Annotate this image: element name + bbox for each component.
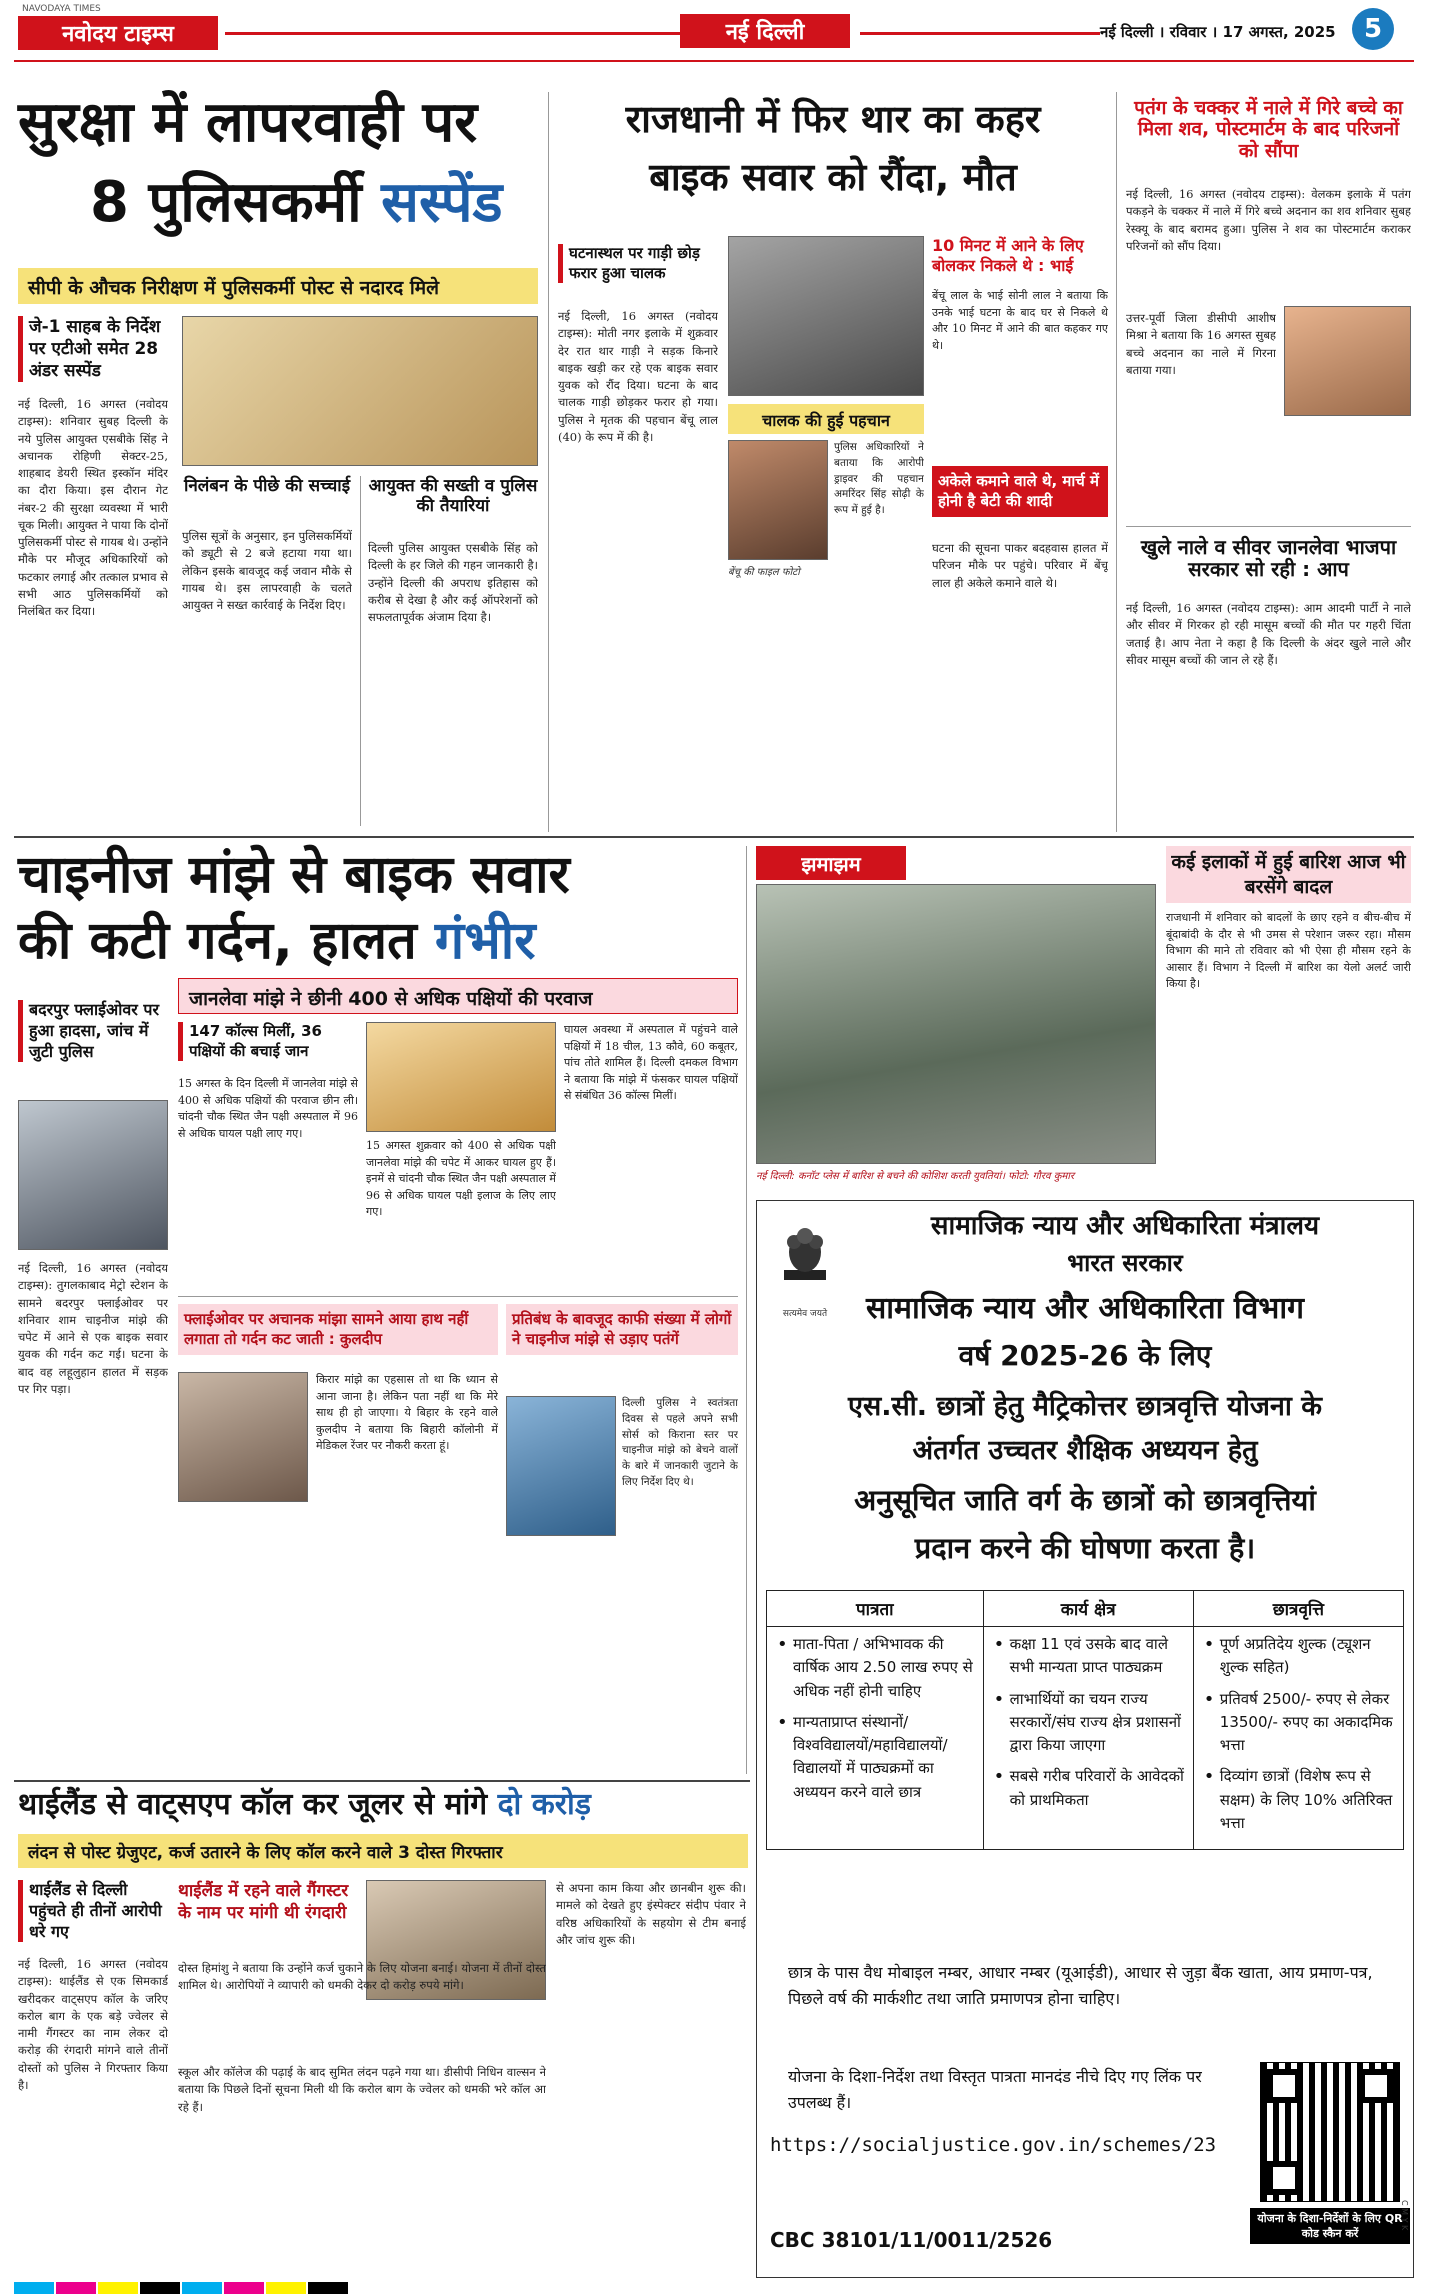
cmyk-yellow: [98, 2282, 138, 2294]
advert-note1: छात्र के पास वैध मोबाइल नम्बर, आधार नम्बर (यूआईडी), आधार से जुड़ा बैंक खाता, आय प्रमाण-पत्र, पिछले वर्ष की मार्कशीट तथा जाति प्रमाणपत्र होना चाहिए।: [788, 1963, 1373, 2008]
story4-birds-body: 15 अगस्त के दिन दिल्ली में जानलेवा मांझे से 400 से अधिक पक्षियों की परवाज छीन ली। चांदनी चौक स्थित जैन पक्षी अस्पताल में 96 से अधिक घायल पक्षी लाए गए।: [178, 1077, 358, 1140]
story2-red-body: घटना की सूचना पाकर बदहवास हालत में परिजन मौके पर पहुंचे। परिवार में बेंचू लाल ही अकेले कमाने वाले थे।: [932, 541, 1108, 590]
col-scope-header: कार्य क्षेत्र: [983, 1591, 1193, 1627]
story4-kuldeep-photo: [178, 1372, 308, 1502]
rain-heading: कई इलाकों में हुई बारिश आज भी बरसेंगे बादल: [1166, 846, 1411, 903]
advert-note2: योजना के दिशा-निर्देश तथा विस्तृत पात्रता मानदंड नीचे दिए गए लिंक पर उपलब्ध हैं।: [788, 2067, 1202, 2112]
story4-inner-rule: [178, 1296, 738, 1297]
scholarship-item: • प्रतिवर्ष 2500/- रुपए से लेकर 13500/- रुपए का अकादमिक भत्ता: [1202, 1688, 1395, 1758]
story3-sub-body: नई दिल्ली, 16 अगस्त (नवोदय टाइम्स): आम आदमी पार्टी ने नाले और सीवर में गिरकर हो रही मासूम बच्चों की मौत पर गहरी चिंता जताई है। आप नेता ने कहा है कि दिल्ली के अंदर खुले नाले और सीवर मासूम बच्चों की जान ले रहे हैं।: [1126, 601, 1411, 667]
story5-body2: स्कूल और कॉलेज की पढ़ाई के बाद सुमित लंदन पढ़ने गया था। डीसीपी निधिन वाल्सन ने बताया कि पिछले दिनों सूचना मिली थी कि करोल बाग के ज्वेलर को धमकी भरे कॉल आ रहे हैं।: [178, 2065, 546, 2114]
advert-scheme-line1: एस.सी. छात्रों हेतु मैट्रिकोत्तर छात्रवृत्ति योजना के: [848, 1391, 1322, 1422]
story4-headline-line2: [18, 912, 738, 970]
story4-birds-strap: जानलेवा मांझे ने छीनी 400 से अधिक पक्षियों की परवाज: [178, 978, 738, 1014]
story4-flyover-strap: फ्लाईओवर पर अचानक मांझा सामने आया हाथ नहीं लगाता तो गर्दन कट जाती : कुलदीप: [178, 1304, 498, 1355]
story4-kicker: बदरपुर फ्लाईओवर पर हुआ हादसा, जांच में जुटी पुलिस: [18, 1000, 168, 1062]
advert-scheme-line2: अंतर्गत उच्चतर शैक्षिक अध्ययन हेतु: [912, 1435, 1258, 1466]
publisher-small: NAVODAYA TIMES: [22, 4, 101, 14]
scholarship-item: • पूर्ण अप्रतिदेय शुल्क (ट्यूशन शुल्क सहित): [1202, 1633, 1395, 1680]
story1-headline-line2: [90, 172, 560, 235]
story5-headline: [18, 1788, 748, 1822]
story5-kicker: थाईलैंड से दिल्ली पहुंचते ही तीनों आरोपी धरे गए: [18, 1880, 168, 1942]
cmyk-strip: [14, 2282, 1414, 2294]
cmyk-magenta: [56, 2282, 96, 2294]
masthead-bottom-rule: [14, 60, 1414, 62]
row-divider-1: [14, 836, 1414, 838]
story3-rule: [1126, 526, 1411, 527]
story5-headline-blue: दो करोड़: [497, 1787, 591, 1822]
jhamajham-rain-photo: [756, 884, 1156, 1164]
story2-box-title: 10 मिनट में आने के लिए बोलकर निकले थे : भाई: [932, 236, 1084, 275]
story1-sub2-body: दिल्ली पुलिस आयुक्त एसबीके सिंह को दिल्ली के हर जिले की गहन जानकारी है। उन्होंने दिल्ली की अपराध इतिहास को करीब से देखा है और कई ऑपरेशनों को सफलतापूर्वक अंजाम दिया है।: [368, 541, 538, 624]
story4-birds-kicker: 147 कॉल्स मिलीं, 36 पक्षियों की बचाई जान: [178, 1022, 358, 1061]
col-scholarship-header: छात्रवृत्ति: [1193, 1591, 1403, 1627]
story5-sub-body: दोस्त हिमांशु ने बताया कि उन्होंने कर्ज चुकाने के लिए योजना बनाई। योजना में तीनों दोस्त शामिल थे। आरोपियों ने व्यापारी को धमकी देकर दो करोड़ रुपये मांगे।: [178, 1961, 546, 1993]
divider-story1-story2: [548, 92, 549, 832]
qr-finder-tl: [1267, 2069, 1301, 2103]
cmyk-black: [308, 2282, 348, 2294]
story4-headline-line1: चाइनीज मांझे से बाइक सवार: [18, 845, 570, 905]
story2-box-body: बेंचू लाल के भाई सोनी लाल ने बताया कि उनके भाई घटना के बाद घर से निकले थे और 10 मिनट में आने की बात कहकर गए थे।: [932, 289, 1108, 352]
story4-headline-black: की कटी गर्दन, हालत: [18, 911, 417, 971]
story1-headline-line1: सुरक्षा में लापरवाही पर: [18, 90, 478, 155]
story4-birds-body2: 15 अगस्त शुक्रवार को 400 से अधिक पक्षी जानलेवा मांझे की चपेट में आकर घायल हुए हैं। इनमें से चांदनी चौक स्थित जैन पक्षी अस्पताल में 96 से अधिक घायल पक्षी इलाज के लिए लाए गए।: [366, 1139, 556, 1218]
story1-body: नई दिल्ली, 16 अगस्त (नवोदय टाइम्स): शनिवार सुबह दिल्ली के नये पुलिस आयुक्त एसबीके सिंह ने अचानक रोहिणी सेक्टर-25, शाहबाद डेयरी स्थित इस्कॉन मंदिर का दौरा किया। इस दौरान गेट नंबर-2 की सुरक्षा व्यवस्था में भारी चूक मिली। आयुक्त ने पाया कि दोनों पुलिसकर्मी पोस्ट से गायब थे। उन्होंने मौके पर मौजूद अधिकारियों को फटकार लगाई और तत्काल प्रभाव से सभी आठ पुलिसकर्मियों को निलंबित कर दिया।: [18, 397, 168, 618]
advert-scheme-line3: अनुसूचित जाति वर्ग के छात्रों को छात्रवृत्तियां: [854, 1483, 1316, 1517]
story2-victim-photo: [728, 440, 828, 560]
story4-body: नई दिल्ली, 16 अगस्त (नवोदय टाइम्स): तुगलकाबाद मेट्रो स्टेशन के सामने बदरपुर फ्लाईओवर पर शनिवार शाम चाइनीज मांझे की चपेट में आने से एक बाइक सवार युवक की गर्दन कट गई। घटना के बाद वह लहूलुहान हालत में सड़क पर गिर पड़ा।: [18, 1261, 168, 1396]
story5-body: नई दिल्ली, 16 अगस्त (नवोदय टाइम्स): थाईलैंड से एक सिमकार्ड खरीदकर वाट्सएप कॉल के जरिए करोल बाग के एक बड़े ज्वेलर से नामी गैंगस्टर का नाम लेकर दो करोड़ की रंगदारी मांगने वाले तीनों दोस्तों को पुलिस ने गिरफ्तार किया है।: [18, 1957, 168, 2092]
advert-table: [766, 1590, 1404, 1850]
divider-story2-story3: [1116, 92, 1117, 832]
scholarship-item: • दिव्यांग छात्रों (विशेष रूप से सक्षम) के लिए 10% अतिरिक्त भत्ता: [1202, 1765, 1395, 1835]
story2-headline-line2: बाइक सवार को रौंदा, मौत: [649, 155, 1017, 199]
advert-cbc-code: CBC 38101/11/0011/2526: [770, 2228, 1053, 2252]
story2-body: नई दिल्ली, 16 अगस्त (नवोदय टाइम्स): मोती नगर इलाके में शुक्रवार देर रात थार गाड़ी ने सड़क किनारे बाइक खड़ी कर रहे एक बाइक सवार युवक को रौंद दिया। घटना के बाद चालक गाड़ी छोड़कर फरार हो गया। पुलिस ने मृतक की पहचान बेंचू लाल (40) के रूप में की है।: [558, 309, 718, 444]
eligibility-item: • मान्यताप्राप्त संस्थानों/ विश्वविद्यालयों/महाविद्यालयों/ विद्यालयों में पाठ्यक्रमों का अध्ययन करने वाले छात्र: [775, 1711, 975, 1804]
scope-item: • लाभार्थियों का चयन राज्य सरकारों/संघ राज्य क्षेत्र प्रशासनों द्वारा किया जाएगा: [992, 1688, 1185, 1758]
advert-url-link[interactable]: https://socialjustice.gov.in/schemes/23: [770, 2134, 1217, 2156]
qr-finder-bl: [1267, 2161, 1301, 2195]
story1-headline-blue: सस्पेंड: [381, 170, 503, 235]
story4-headline-blue: गंभीर: [434, 911, 536, 971]
advert-year: वर्ष 2025-26 के लिए: [958, 1339, 1212, 1372]
jhamajham-caption: नई दिल्ली: कनॉट प्लेस में बारिश से बचने की कोशिश करती युवतियां। फोटो: गौरव कुमार: [756, 1171, 1075, 1182]
advert-scheme-line4: प्रदान करने की घोषणा करता है।: [914, 1531, 1256, 1565]
story1-strap: सीपी के औचक निरीक्षण में पुलिसकर्मी पोस्ट से नदारद मिले: [18, 268, 538, 304]
cmyk-cyan: [14, 2282, 54, 2294]
story2-id-heading: चालक की हुई पहचान: [728, 404, 924, 434]
story1-col-divider: [360, 476, 361, 826]
story2-car-photo: [728, 236, 924, 396]
cmyk-magenta: [224, 2282, 264, 2294]
story3-headline: पतंग के चक्कर में नाले में गिरे बच्चे का मिला शव, पोस्टमार्टम के बाद परिजनों को सौंपा: [1134, 97, 1403, 162]
story2-headline-line1: राजधानी में फिर थार का कहर: [625, 97, 1041, 141]
story4-ban-body: दिल्ली पुलिस ने स्वतंत्रता दिवस से पहले अपने सभी सोर्स को किराना स्तर पर चाइनीज मांझे को बेचने वालों के बारे में जानकारी जुटाने के लिए निर्देश दिए थे।: [622, 1397, 738, 1488]
story5-sub-strap: थाईलैंड में रहने वाले गैंगस्टर के नाम पर मांगी थी रंगदारी: [178, 1881, 349, 1924]
story5-strap: लंदन से पोस्ट ग्रेजुएट, कर्ज उतारने के लिए कॉल करने वाले 3 दोस्त गिरफ्तार: [18, 1834, 748, 1868]
advert-ministry: सामाजिक न्याय और अधिकारिता मंत्रालय: [930, 1211, 1320, 1241]
scope-cell: [983, 1627, 1193, 1850]
jhamajham-label: झमाझम: [756, 846, 906, 880]
story2-id-body: पुलिस अधिकारियों ने बताया कि आरोपी ड्राइवर की पहचान अमरिंदर सिंह सोढ़ी के रूप में हुई है।: [834, 441, 924, 516]
ashoka-emblem-icon: [770, 1214, 840, 1304]
masthead: [0, 0, 1429, 58]
advert-eligibility-table: [766, 1590, 1404, 1850]
story1-sub1-title: निलंबन के पीछे की सच्चाई: [183, 476, 351, 496]
cmyk-yellow: [266, 2282, 306, 2294]
story1-sub1-body: पुलिस सूत्रों के अनुसार, इन पुलिसकर्मियों को ड्यूटी से 2 बजे हटाया गया था। लेकिन इसके बावजूद कई जवान मौके से गायब थे। इस लापरवाही के चलते आयुक्त ने सख्त कार्रवाई के निर्देश दिए।: [182, 529, 352, 612]
masthead-rule: [225, 32, 745, 35]
qr-code[interactable]: [1260, 2062, 1400, 2202]
emblem-caption: सत्यमेव जयते: [782, 1309, 828, 1319]
rain-body: राजधानी में शनिवार को बादलों के छाए रहने व बीच-बीच में बूंदाबांदी के दौर से भी उमस से परेशान जरूर रहा। मौसम विभाग की माने तो रविवार को भी ऐसा ही मौसम रहने के आसार हैं। विभाग ने दिल्ली में बारिश का येलो अलर्ट जारी किया है।: [1166, 911, 1411, 990]
advert-department: सामाजिक न्याय और अधिकारिता विभाग: [865, 1291, 1305, 1326]
story5-headline-black: थाईलैंड से वाट्सएप कॉल कर जूलर से मांगे: [18, 1787, 488, 1822]
story2-red-strap: अकेले कमाने वाले थे, मार्च में होनी है बेटी की शादी: [932, 466, 1108, 517]
story3-body: नई दिल्ली, 16 अगस्त (नवोदय टाइम्स): वेलकम इलाके में पतंग पकड़ने के चक्कर में नाले में गिरे बच्चे अदनान का शव शनिवार सुबह रेस्क्यू के बाद बरामद हुआ। पुलिस ने शव का पोस्टमार्टम कराकर परिजनों को सौंप दिया।: [1126, 187, 1411, 253]
cmyk-label: C M Y K: [1400, 2200, 1409, 2231]
brand-logo: नवोदय टाइम्स: [18, 16, 218, 50]
story4-birds-body3: घायल अवस्था में अस्पताल में पहुंचने वाले पक्षियों में 18 चील, 13 कौवे, 60 कबूतर, पांच तोते शामिल हैं। दिल्ली दमकल विभाग ने बताया कि मांझे में फंसकर घायल पक्षियों से संबंधित 36 कॉल्स मिलीं।: [564, 1023, 738, 1102]
story4-bird-rescue-photo: [366, 1022, 556, 1132]
story3-sub-heading: खुले नाले व सीवर जानलेवा भाजपा सरकार सो रही : आप: [1140, 535, 1397, 582]
emblem-icon: [770, 1214, 840, 1304]
story4-victim-photo: [18, 1100, 168, 1250]
story3-child-photo: [1284, 306, 1411, 416]
scope-item: • सबसे गरीब परिवारों के आवेदकों को प्राथमिकता: [992, 1765, 1185, 1812]
dateline: नई दिल्ली । रविवार । 17 अगस्त, 2025: [1100, 23, 1336, 41]
eligibility-cell: [767, 1627, 984, 1850]
col-eligibility-header: पात्रता: [767, 1591, 984, 1627]
qr-finder-tr: [1359, 2069, 1393, 2103]
masthead-rule-right: [860, 32, 1100, 35]
row-divider-2: [14, 1780, 750, 1782]
story4-kite-photo: [506, 1396, 616, 1536]
advert-govt: भारत सरकार: [1067, 1249, 1183, 1277]
story2-kicker: घटनास्थल पर गाड़ी छोड़ फरार हुआ चालक: [558, 244, 718, 283]
page-number: 5: [1352, 8, 1394, 50]
cmyk-black: [140, 2282, 180, 2294]
story2-photo-caption: बेंचू की फाइल फोटो: [728, 567, 800, 578]
section-title: नई दिल्ली: [680, 14, 850, 48]
divider-story4-right: [746, 846, 747, 1774]
scope-item: • कक्षा 11 एवं उसके बाद वाले सभी मान्यता प्राप्त पाठ्यक्रम: [992, 1633, 1185, 1680]
story4-flyover-body: किरार मांझे का एहसास तो था कि ध्यान से आना जाना है। लेकिन पता नहीं था कि मेरे साथ ही हो जाएगा। ये बिहार के रहने वाले कुलदीप ने बताया कि बिहारी कॉलोनी में मेडिकल रेंजर पर नौकरी करता हूं।: [316, 1373, 498, 1452]
cmyk-cyan: [182, 2282, 222, 2294]
story5-body3: से अपना काम किया और छानबीन शुरू की। मामले को देखते हुए इंस्पेक्टर संदीप पंवार ने वरिष्ठ अधिकारियों के सहयोग से टीम बनाई और जांच शुरू की।: [556, 1881, 746, 1947]
story1-police-illustration: [182, 316, 538, 466]
story3-body2: उत्तर-पूर्वी जिला डीसीपी आशीष मिश्रा ने बताया कि 16 अगस्त सुबह बच्चे अदनान का नाले में गिरना बताया गया।: [1126, 311, 1276, 377]
qr-caption: योजना के दिशा-निर्देशों के लिए QR कोड स्कैन करें: [1250, 2208, 1410, 2244]
story1-kicker: जे-1 साहब के निर्देश पर एटीओ समेत 28 अंडर सस्पेंड: [18, 316, 168, 382]
eligibility-item: • माता-पिता / अभिभावक की वार्षिक आय 2.50 लाख रुपए से अधिक नहीं होनी चाहिए: [775, 1633, 975, 1703]
story1-sub2-title: आयुक्त की सख्ती व पुलिस की तैयारियां: [368, 476, 538, 517]
story4-ban-strap: प्रतिबंध के बावजूद काफी संख्या में लोगों ने चाइनीज मांझे से उड़ाए पतंगें: [506, 1304, 738, 1355]
story1-headline-black: 8 पुलिसकर्मी: [90, 170, 362, 235]
scholarship-cell: [1193, 1627, 1403, 1850]
